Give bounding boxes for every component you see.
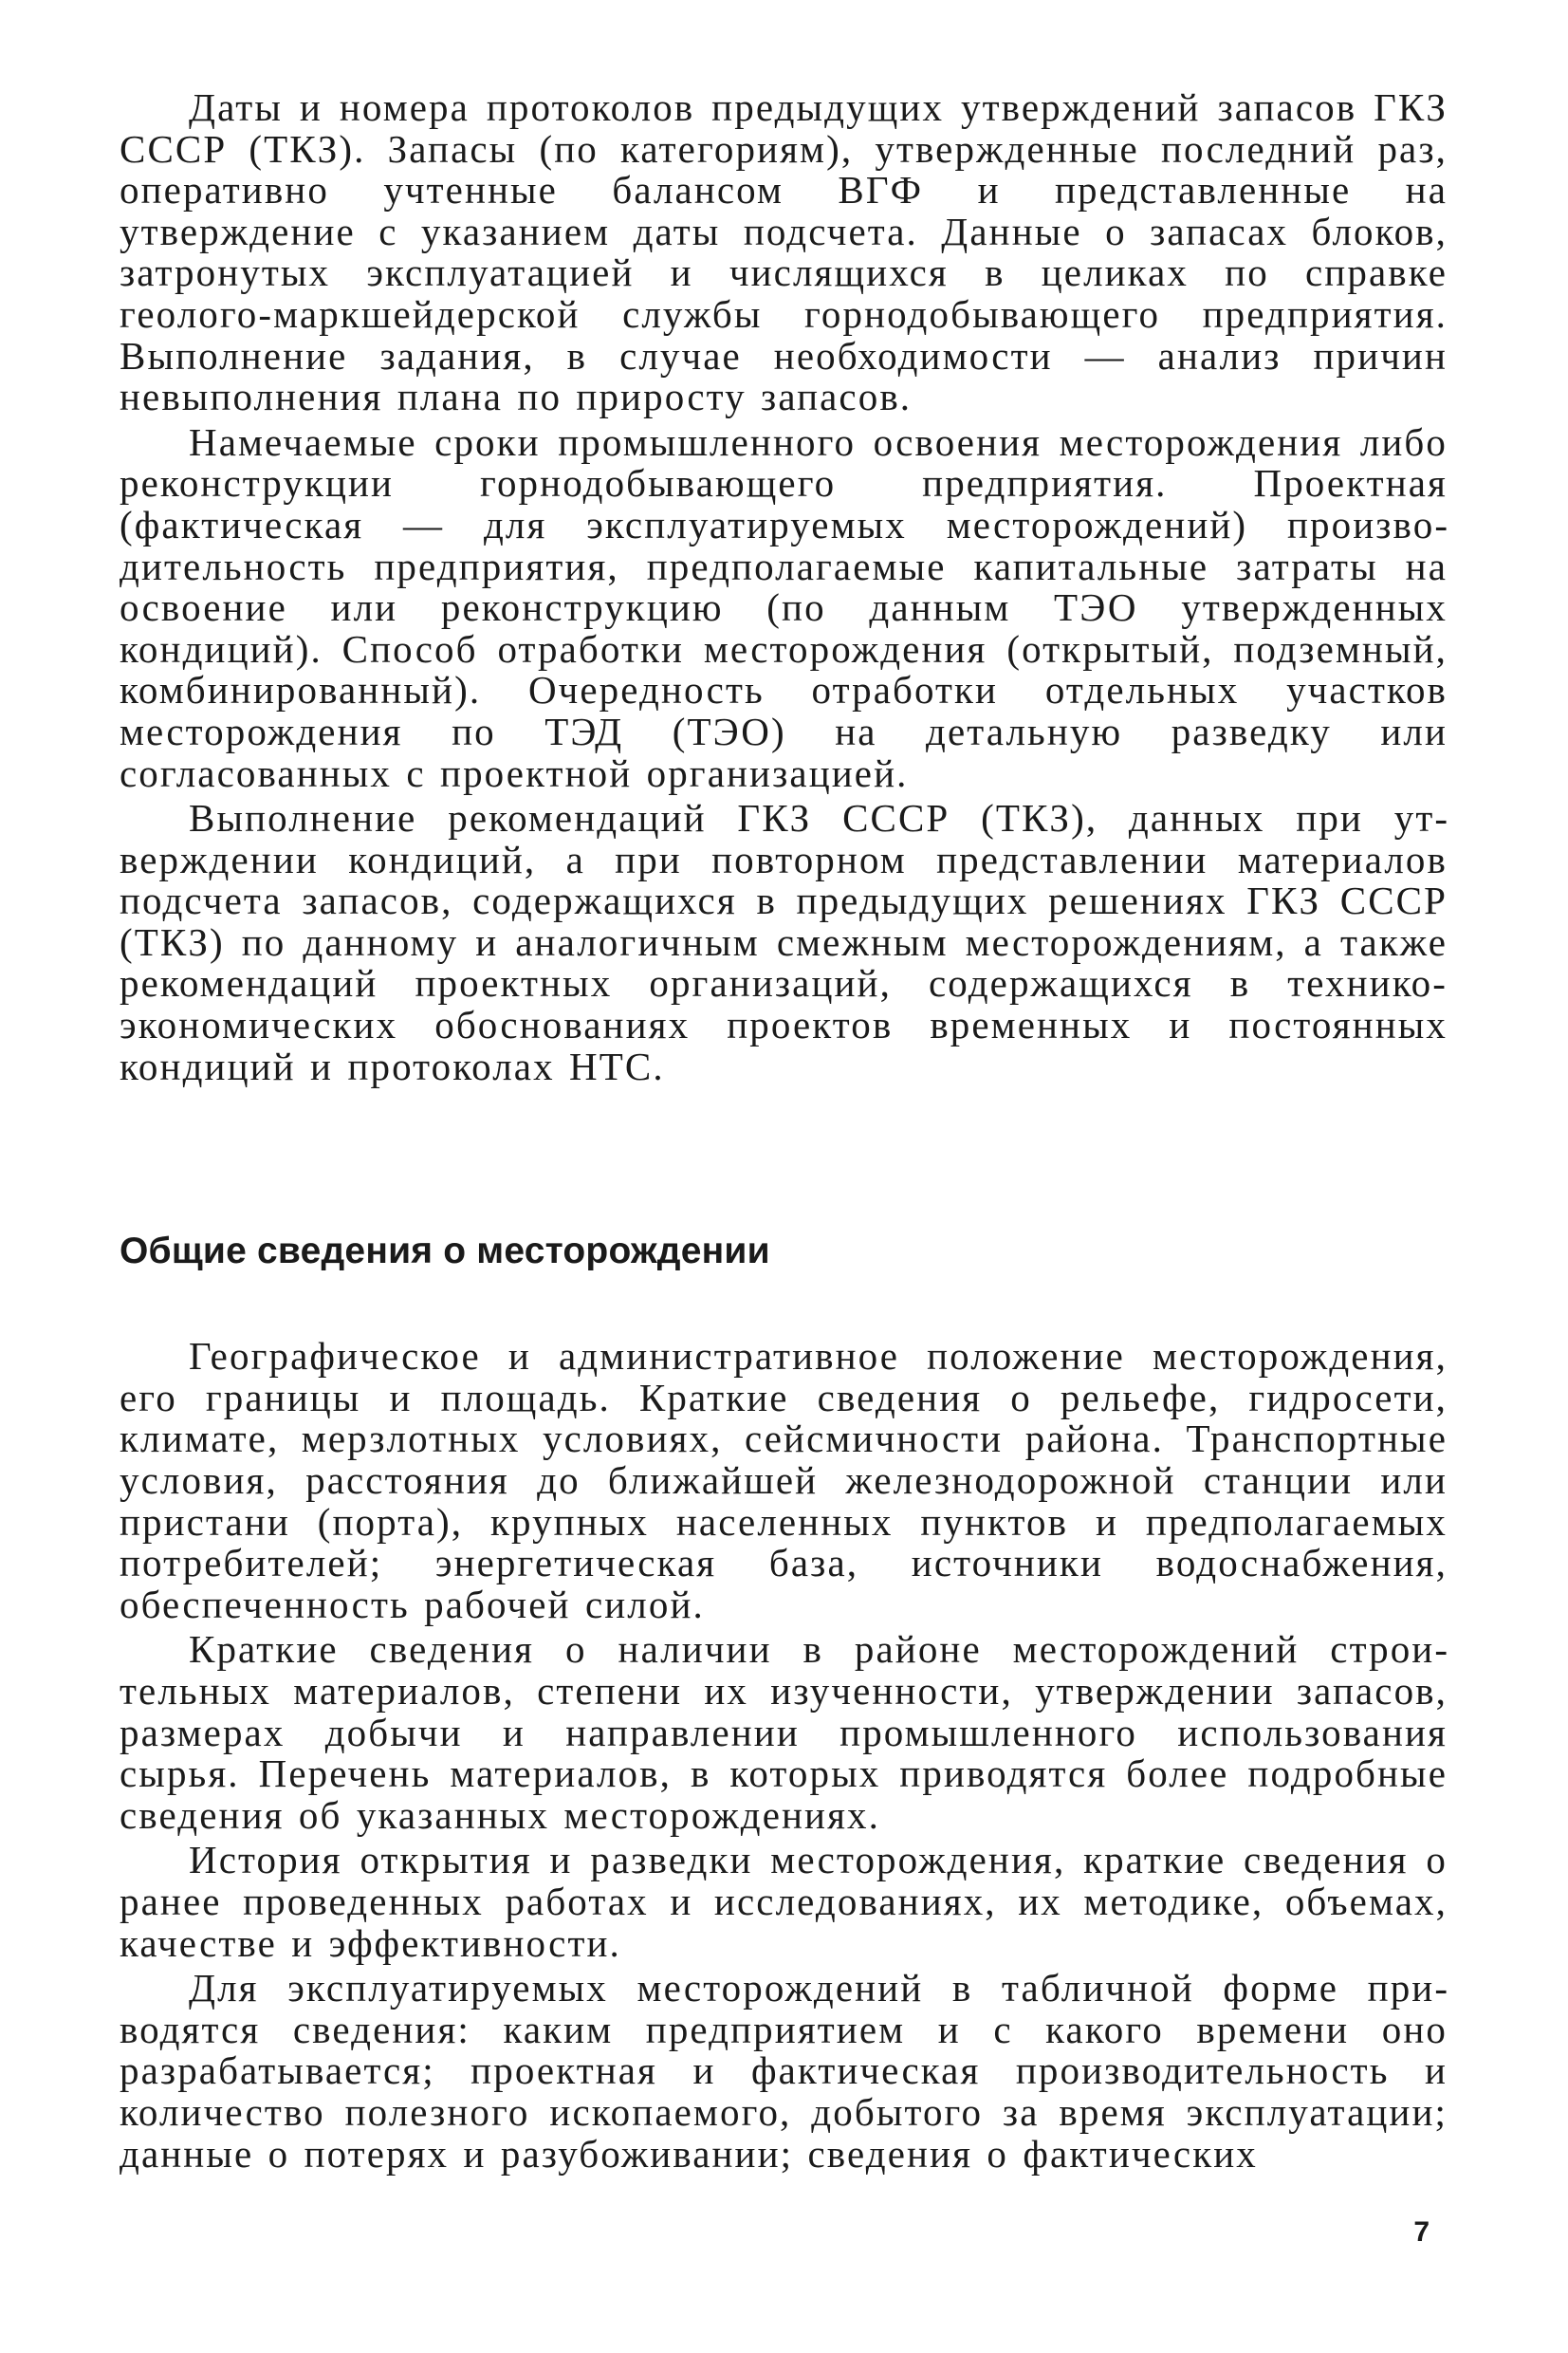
section-title: Общие сведения о месторождении <box>120 1231 770 1272</box>
paragraph-geographic-position: Географическое и административное положение месторождения, его границы и площадь. Краткие сведения о рельефе, гидросети, климате, мерзлотных условиях, сейсмичности района. Транспортные условия, расстояния до ближайшей железнодорожной станции или пристани (порта), крупных населенных пунктов и предполагаемых потребителей; энергетическая база, источники водоснабжения, обеспеченность рабочей силой. <box>120 1334 1448 1626</box>
paragraph-recommendations: Выполнение рекомендаций ГКЗ СССР (ТКЗ), данных при утверждении кондиций, а при повторном представлении материалов подсчета запасов, содержащихся в предыдущих решениях ГКЗ СССР (ТКЗ) по данному и аналогичным смежным месторождениям, а также рекомендаций проектных организаций, содержащихся в технико-экономических обоснованиях проектов временных и постоянных кондиций и протоколах НТС. <box>120 796 1448 1088</box>
paragraph-development-terms: Намечаемые сроки промышленного освоения месторождения либо реконструкции горнодобывающего предприятия. Проектная (фактическая — для эксплуатируемых месторождений) производительность предприятия, предполагаемые капитальные затраты на освоение или реконструкцию (по данным ТЭО утвержденных кондиций). Способ отработки месторождения (открытый, подземный, комбинированный). Очередность отработки отдельных участков месторождения по ТЭД (ТЭО) на детальную разведку или согласованных с проектной организацией. <box>120 419 1448 795</box>
paragraph-building-materials: Краткие сведения о наличии в районе месторождений строительных материалов, степени их изученности, утверждении запасов, размерах добычи и направлении промышленного использования сырья. Перечень материалов, в которых приводятся более подробные сведения об указанных месторождениях. <box>120 1627 1448 1837</box>
paragraph-protocols-reserves: Даты и номера протоколов предыдущих утверждений запасов ГКЗ СССР (ТКЗ). Запасы (по категориям), утвержденные последний раз, оперативно учтенные балансом ВГФ и представленные на утверждение с указанием даты подсчета. Данные о запасах блоков, затронутых эксплуатацией и числящихся в целиках по справке геолого-маркшейдерской службы горнодобывающего предприятия. Выполнение задания, в случае необходимости — анализ причин невыполнения плана по приросту запасов. <box>120 85 1448 419</box>
text-column <box>120 87 1448 2178</box>
paragraph-exploited-deposits: Для эксплуатируемых месторождений в табличной форме приводятся сведения: каким предприятием и с какого времени оно разрабатывается; проектная и фактическая производительность и количество полезного ископаемого, добытого за время эксплуатации; данные о потерях и разубоживании; сведения о фактических <box>120 1966 1448 2176</box>
paragraph-exploration-history: История открытия и разведки месторождения, краткие сведения о ранее проведенных работах и исследованиях, их методике, объемах, качестве и эффективности. <box>120 1838 1448 1965</box>
page-number: 7 <box>1413 2216 1430 2248</box>
